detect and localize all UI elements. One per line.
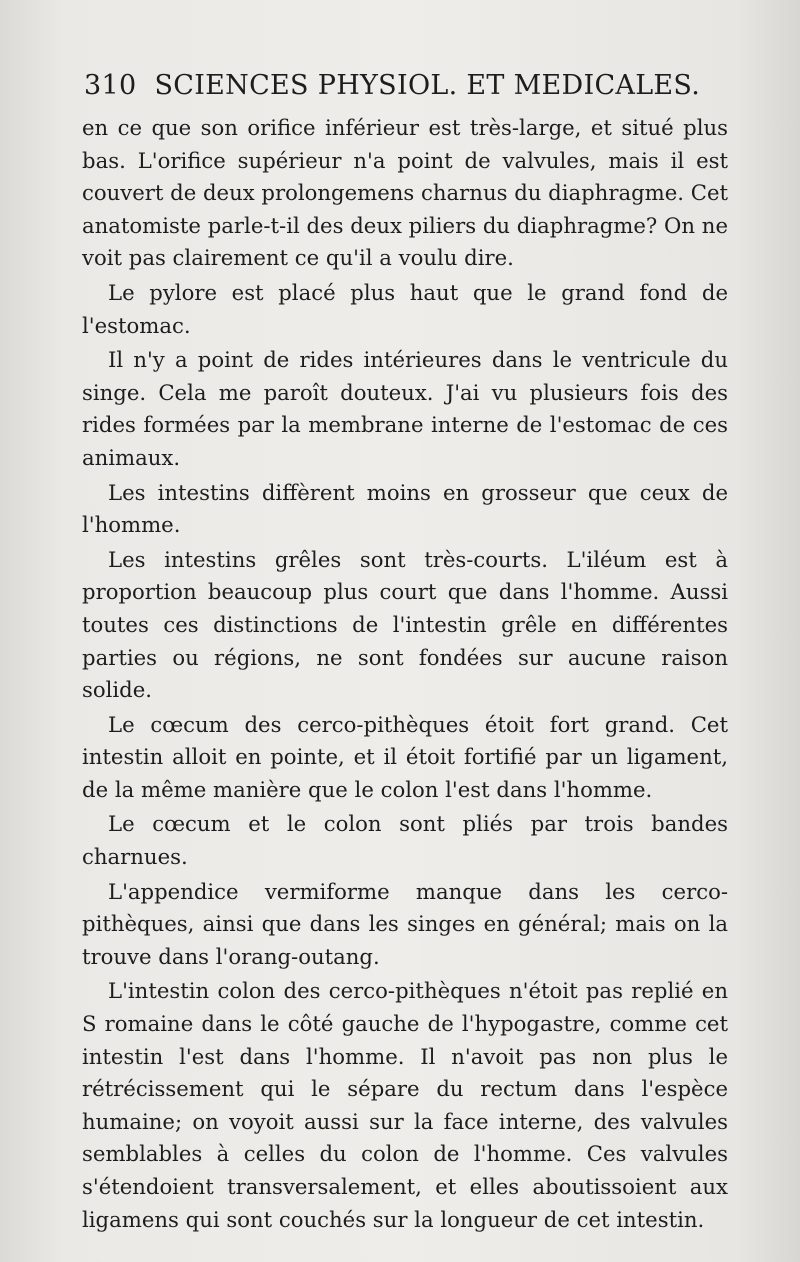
text-body <box>82 112 728 1236</box>
page-number: 310 <box>84 70 137 101</box>
page-header <box>84 70 701 101</box>
paragraph-intestins-grosseur: Les intestins diffèrent moins en grosseur que ceux de l'homme. <box>82 479 728 538</box>
paragraph-coecum: Le cœcum des cerco-pithèques étoit fort grand. Cet intestin alloit en pointe, et il étoit fortifié par un ligament, de la même manière que le colon l'est dans l'homme. <box>82 711 728 802</box>
paragraph-continuation: en ce que son orifice inférieur est très-large, et situé plus bas. L'orifice supérieur n'a point de valvules, mais il est couvert de deux prolongemens charnus du diaphragme. Cet anatomiste parle-t-il des deux piliers du diaphragme? On ne voit pas clairement ce qu'il a voulu dire. <box>82 115 729 271</box>
paragraph-rides: Il n'y a point de rides intérieures dans le ventricule du singe. Cela me paroît douteux. J'ai vu plusieurs fois des rides formées par la membrane interne de l'estomac de ces animaux. <box>82 347 728 470</box>
paragraph-pylore: Le pylore est placé plus haut que le grand fond de l'estomac. <box>82 279 728 338</box>
paragraph-intestins-greles: Les intestins grêles sont très-courts. L'iléum est à proportion beaucoup plus court que dans l'homme. Aussi toutes ces distinctions de l'intestin grêle en différentes parties ou régions, ne sont fondées sur aucune raison solide. <box>82 546 728 703</box>
running-title: SCIENCES PHYSIOL. ET MEDICALES. <box>154 70 701 101</box>
paragraph-intestin-colon: L'intestin colon des cerco-pithèques n'étoit pas replié en S romaine dans le côté gauche de l'hypogastre, comme cet intestin l'est dans l'homme. Il n'avoit pas non plus le rétrécissement qui le sépare du rectum dans l'espèce humaine; on voyoit aussi sur la face interne, des valvules semblables à celles du colon de l'homme. Ces valvules s'étendoient transversalement, et elles aboutissoient aux ligamens qui sont couchés sur la longueur de cet intestin. <box>82 978 728 1232</box>
paragraph-coecum-colon: Le cœcum et le colon sont pliés par trois bandes charnues. <box>82 811 728 870</box>
paragraph-appendice: L'appendice vermiforme manque dans les cerco-pithèques, ainsi que dans les singes en général; mais on la trouve dans l'orang-outang. <box>82 878 728 969</box>
